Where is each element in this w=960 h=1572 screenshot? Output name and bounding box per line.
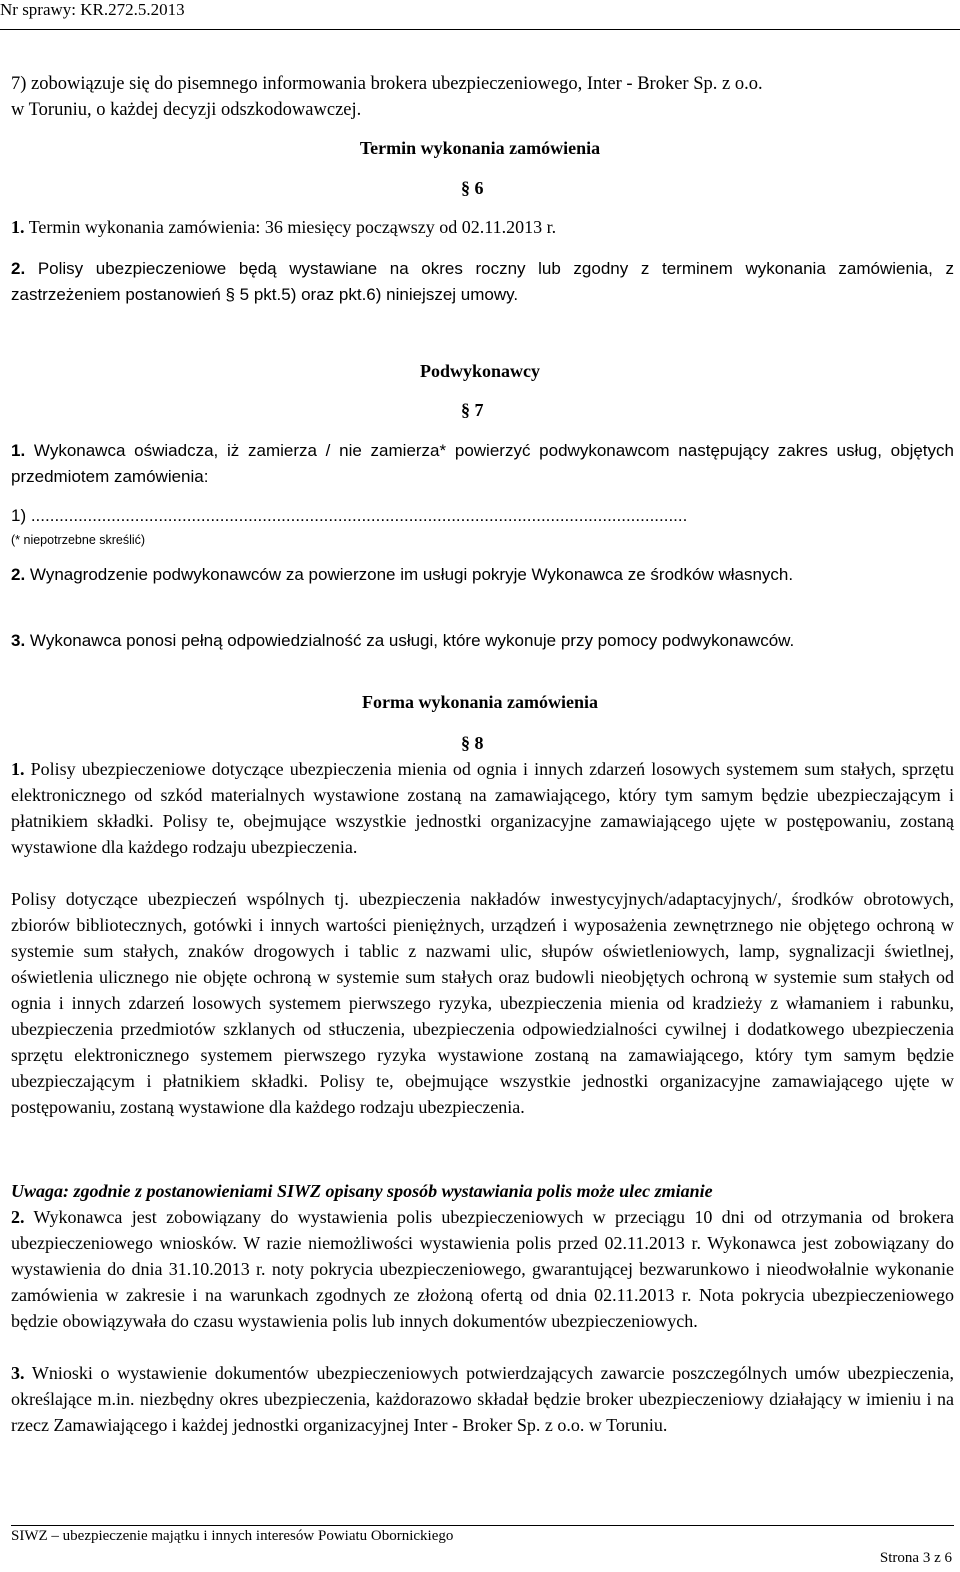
point-text: Wykonawca ponosi pełną odpowiedzialność za usługi, które wykonuje przy pomocy podwykonawców. — [29, 631, 795, 650]
point-number: 2. — [11, 565, 26, 584]
footnote: (* niepotrzebne skreślić) — [11, 533, 146, 547]
section-7-point-2 — [11, 562, 954, 588]
section-6-heading: Termin wykonania zamówienia — [359, 138, 601, 158]
point-number: 1. — [11, 759, 25, 779]
point-number: 2. — [11, 259, 26, 278]
point-text: Wykonawca jest zobowiązany do wystawienia polis ubezpieczeniowych w przeciągu 10 dni od otrzymania od brokera ubezpieczeniowego wniosków. W razie niemożliwości wystawienia polis przed 02.11.2013 r. Wykonawca jest zobowiązany do wystawienia do dnia 31.10.2013 r. noty pokrycia ubezpieczeniowego, gwarantującej bezwarunkowo i nieodwołalnie wykonanie zamówienia w zakresie i na warunkach zgodnych ze złożoną ofertą od dnia 02.11.2013 r. Nota pokrycia ubezpieczeniowego będzie obowiązywała do czasu wystawienia polis lub innych dokumentów ubezpieczeniowych. — [11, 1207, 954, 1331]
point-text: Polisy ubezpieczeniowe dotyczące ubezpieczenia mienia od ognia i innych zdarzeń losowych systemem sum stałych, sprzętu elektronicznego od szkód materialnych wystawione zostaną na zamawiającego, który tym samym będzie ubezpieczającym i płatnikiem składki. Polisy te, obejmujące wszystkie jednostki organizacyjne zamawiającego ujęte w postępowaniu, zostaną wystawione dla każdego rodzaju ubezpieczenia. — [11, 759, 955, 857]
section-7-point-3 — [11, 628, 954, 654]
section-6-point-1 — [11, 214, 954, 240]
point-number: 1. — [11, 217, 25, 237]
footer-divider — [11, 1525, 954, 1526]
point-number: 2. — [11, 1207, 25, 1227]
case-number: Nr sprawy: KR.272.5.2013 — [0, 0, 185, 19]
point-number: 1. — [11, 441, 26, 460]
page-number: Strona 3 z 6 — [879, 1550, 952, 1566]
section-8-sign: § 8 — [461, 733, 484, 753]
point-number: 3. — [11, 1363, 25, 1383]
section-7-heading: Podwykonawcy — [419, 361, 540, 381]
section-8-heading: Forma wykonania zamówienia — [362, 692, 598, 712]
section-8-note: Uwaga: zgodnie z postanowieniami SIWZ opisany sposób wystawiania polis może ulec zmianie — [11, 1181, 713, 1201]
section-7-point-1 — [11, 438, 954, 490]
section-8-point-2 — [11, 1204, 954, 1334]
footer-title: SIWZ – ubezpieczenie majątku i innych interesów Powiatu Obornickiego — [11, 1528, 454, 1544]
item-7-line-1: 7) zobowiązuje się do pisemnego informowania brokera ubezpieczeniowego, Inter - Broker Sp. z o.o. — [11, 74, 763, 94]
point-text: Polisy ubezpieczeniowe będą wystawiane na okres roczny lub zgodny z terminem wykonania zamówienia, z zastrzeżeniem postanowień § 5 pkt.5) oraz pkt.6) niniejszej umowy. — [11, 259, 954, 304]
section-7-blank-line: 1) ........................................................................................................................................... — [11, 506, 688, 525]
item-7 — [11, 71, 954, 123]
point-text: Wykonawca oświadcza, iż zamierza / nie zamierza* powierzyć podwykonawcom następujący zakres usług, objętych przedmiotem zamówienia: — [11, 441, 954, 486]
section-6-sign: § 6 — [461, 178, 484, 198]
section-7-sign: § 7 — [461, 400, 484, 420]
section-8-point-3 — [11, 1360, 954, 1438]
section-6-point-2 — [11, 256, 954, 308]
section-8-point-1 — [11, 756, 954, 860]
header-divider — [0, 29, 960, 30]
point-number: 3. — [11, 631, 26, 650]
point-text: Wnioski o wystawienie dokumentów ubezpieczeniowych potwierdzających zawarcie poszczególnych umów ubezpieczenia, określające m.in. niezbędny okres ubezpieczenia, każdorazowo składał będzie broker ubezpieczeniowy działający w imieniu i na rzecz Zamawiającego i każdej jednostki organizacyjnej Inter - Broker Sp. z o.o. w Toruniu. — [11, 1363, 954, 1435]
item-7-line-2: w Toruniu, o każdej decyzji odszkodowawczej. — [11, 100, 362, 120]
point-text: Termin wykonania zamówienia: 36 miesięcy począwszy od 02.11.2013 r. — [28, 217, 557, 237]
point-text: Wynagrodzenie podwykonawców za powierzone im usługi pokryje Wykonawca ze środków własnych. — [29, 565, 794, 584]
section-8-common-policies: Polisy dotyczące ubezpieczeń wspólnych tj. ubezpieczenia nakładów inwestycyjnych/adaptacyjnych/, środków obrotowych, zbiorów bibliotecznych, gotówki i innych wartości pieniężnych, urządzeń i wyposażenia zewnętrznego nie objętego ochroną w systemie sum stałych, znaków drogowych i tablic z nazwami ulic, słupów oświetleniowych, lamp, sygnalizacji świetlnej, oświetlenia ulicznego nie objęte ochroną w systemie sum stałych oraz budowli nieobjętych ochroną w systemie sum stałych od ognia i innych zdarzeń losowych systemem pierwszego ryzyka, ubezpieczenia mienia od kradzieży z włamaniem i rabunku, ubezpieczenia przedmiotów szklanych od stłuczenia, ubezpieczenia odpowiedzialności cywilnej i dodatkowego ubezpieczenia sprzętu elektronicznego systemem pierwszego ryzyka wystawione zostaną na zamawiającego, który tym samym będzie ubezpieczającym i płatnikiem składki. Polisy te, obejmujące wszystkie jednostki organizacyjne zamawiającego ujęte w postępowaniu, zostaną wystawione dla każdego rodzaju ubezpieczenia. — [11, 889, 954, 1117]
